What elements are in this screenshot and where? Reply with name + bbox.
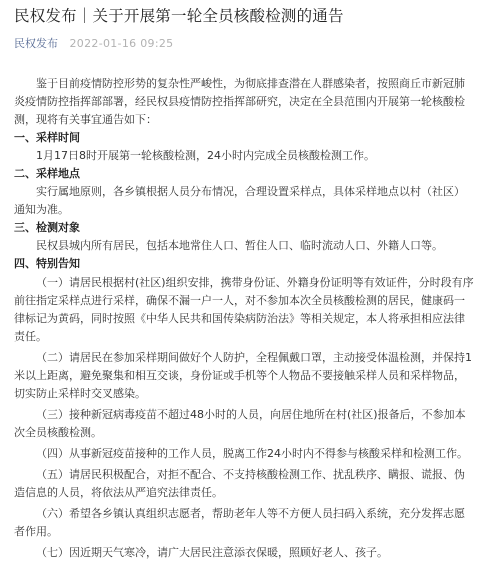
article-title: 民权发布｜关于开展第一轮全员核酸检测的通告 xyxy=(14,7,344,25)
notice-item-1: （一）请居民根据村(社区)组织安排，携带身份证、外籍身份证明等有效证件，分时段有序前往指定采样点进行采样，确保不漏一户一人，对不参加本次全员核酸检测的居民，健康码一律标记为黄码，同时按照《中华人民共和国传染病防治法》等相关规定，本人将承担相应法律责任。 xyxy=(14,276,474,343)
section-body-sampling-time: 1月17日8时开展第一轮核酸检测，24小时内完成全员核酸检测工作。 xyxy=(36,149,375,162)
section-heading-sampling-location: 二、采样地点 xyxy=(14,167,80,180)
notice-item-7: （七）因近期天气寒冷，请广大居民注意添衣保暖，照顾好老人、孩子。 xyxy=(36,546,388,559)
author-link[interactable]: 民权发布 xyxy=(14,37,58,50)
section-heading-special-notice: 四、特别告知 xyxy=(14,257,80,270)
section-heading-test-targets: 三、检测对象 xyxy=(14,221,80,234)
notice-item-2: （二）请居民在参加采样期间做好个人防护，全程佩戴口罩，主动接受体温检测，并保持1米以上距离，避免聚集和相互交谈，身份证或手机等个人物品不要接触采样人员和采样物品，切实防止采样时交叉感染。 xyxy=(14,351,472,400)
article-meta xyxy=(14,37,475,51)
notice-item-5: （五）请居民积极配合，对拒不配合、不支持核酸检测工作、扰乱秩序、瞒报、谎报、伪造信息的人员，将依法从严追究法律责任。 xyxy=(14,468,465,499)
section-heading-sampling-time: 一、采样时间 xyxy=(14,131,80,144)
notice-item-4: （四）从事新冠疫苗接种的工作人员，脱离工作24小时内不得参与核酸采样和检测工作。 xyxy=(36,447,468,460)
intro-paragraph: 鉴于目前疫情防控形势的复杂性严峻性，为彻底排查潜在人群感染者，按照商丘市新冠肺炎疫情防控指挥部部署，经民权县疫情防控指挥部研究，决定在全县范围内开展第一轮核酸检测，现将有关事宜通告如下： xyxy=(14,77,465,126)
article-body xyxy=(14,75,475,562)
section-body-test-targets: 民权县城内所有居民，包括本地常住人口、暂住人口、临时流动人口、外籍人口等。 xyxy=(36,239,443,252)
notice-item-6: （六）希望各乡镇认真组织志愿者，帮助老年人等不方便人员扫码入系统，充分发挥志愿者作用。 xyxy=(14,507,465,538)
section-body-sampling-location: 实行属地原则，各乡镇根据人员分布情况，合理设置采样点，具体采样地点以村（社区）通知为准。 xyxy=(14,185,465,216)
publish-date: 2022-01-16 09:25 xyxy=(69,37,174,50)
notice-item-3: （三）接种新冠病毒疫苗不超过48小时的人员，向居住地所在村(社区)报备后，不参加本次全员核酸检测。 xyxy=(14,408,466,439)
